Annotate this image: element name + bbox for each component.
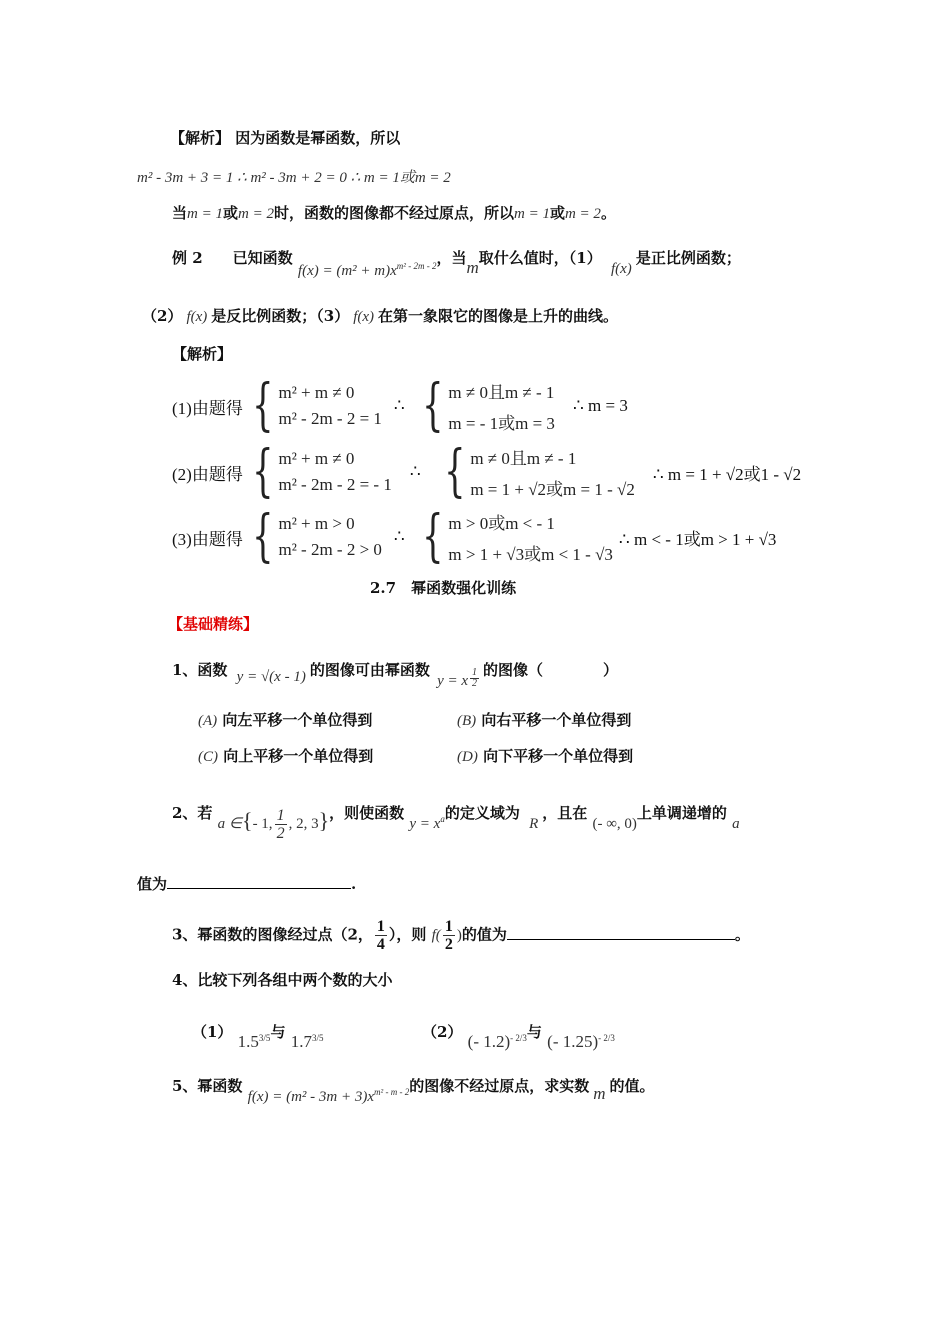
analysis1-conclusion xyxy=(172,203,616,224)
numerator: 1 xyxy=(376,918,385,935)
text: 与 xyxy=(270,1023,286,1041)
option-text: 向下平移一个单位得到 xyxy=(483,747,634,765)
conditions xyxy=(278,449,391,495)
text: 的图像不经过原点，求实数 xyxy=(409,1077,590,1095)
func: y = x xyxy=(409,815,441,832)
numerator: 1 xyxy=(444,918,453,935)
denominator: 2 xyxy=(472,678,478,689)
case-result: ∴ m < - 1或m > 1 + √3 xyxy=(618,529,777,549)
text: 或 xyxy=(549,204,565,222)
math: m = 1 xyxy=(513,206,550,222)
text: 。 xyxy=(600,204,616,222)
text: 与 xyxy=(526,1023,542,1041)
conditions xyxy=(278,383,381,429)
case-result: ∴ m = 3 xyxy=(572,396,628,415)
question-4-part2 xyxy=(422,1018,615,1051)
func: f(x) = (m² + m)x xyxy=(297,263,397,279)
arg-fraction xyxy=(443,918,455,953)
part-label: （1） xyxy=(192,1023,233,1041)
question-3 xyxy=(172,918,750,953)
func: y = x xyxy=(437,673,469,689)
fx: f(x) xyxy=(353,309,375,325)
option-d[interactable] xyxy=(457,746,633,767)
func-sqrt: y = √(x - 1) xyxy=(236,669,306,685)
text: 已知函数 xyxy=(232,249,293,267)
question-4: 4、比较下列各组中两个数的大小 xyxy=(172,971,393,989)
case-result: ∴ m = 1 + √2或1 - √2 xyxy=(652,464,802,484)
value-a xyxy=(468,1032,527,1051)
set-a: - 1, xyxy=(252,815,273,832)
text: 2、若 xyxy=(172,803,213,822)
row: m² + m ≠ 0 xyxy=(278,383,355,402)
fx: f(x) xyxy=(186,309,208,325)
analysis1-heading: 【解析】 因为函数是幂函数，所以 xyxy=(170,129,401,147)
text: 是反比例函数；（3） xyxy=(211,307,350,325)
option-text: 向左平移一个单位得到 xyxy=(222,711,373,729)
row: m² - 2m - 2 = 1 xyxy=(278,409,382,428)
value-b xyxy=(547,1032,615,1051)
exponent: a xyxy=(440,813,445,824)
set-expr: a ∈{- 1, $\frac{1}{2}$ , 2, 3} xyxy=(217,807,330,842)
case2-system xyxy=(172,439,802,504)
text: 5、幂函数 xyxy=(172,1077,243,1095)
text: 3、幂函数的图像经过点（2， xyxy=(172,925,373,944)
part-label: （2） xyxy=(422,1023,463,1041)
exponent: 3/5 xyxy=(258,1033,271,1043)
base: (- 1.2) xyxy=(467,1032,511,1051)
left-brace: { xyxy=(251,373,274,438)
text: 的值为 xyxy=(461,925,507,944)
question-1 xyxy=(172,658,619,689)
option-c[interactable] xyxy=(198,746,373,767)
exponent: - 2/3 xyxy=(510,1033,527,1043)
solutions xyxy=(470,444,635,500)
value-b xyxy=(291,1032,324,1051)
text: 时，函数的图像都不经过原点，所以 xyxy=(273,204,514,222)
row: m ≠ 0且m ≠ - 1 xyxy=(448,383,555,402)
math: m = 2 xyxy=(564,206,601,222)
option-label: (D) xyxy=(457,749,478,765)
function-expr xyxy=(298,263,437,279)
var-a: a xyxy=(732,815,740,832)
example2-line2 xyxy=(142,306,618,327)
left-brace: { xyxy=(251,504,274,569)
example-label: 例 2 xyxy=(172,249,203,267)
text: . xyxy=(351,875,357,893)
point-fraction xyxy=(375,918,387,953)
text: 的值。 xyxy=(609,1077,655,1095)
domain-R: R xyxy=(529,815,539,832)
row: m ≠ 0且m ≠ - 1 xyxy=(470,449,577,468)
left-brace: { xyxy=(421,373,444,438)
text: ，且在 xyxy=(542,803,588,822)
left-brace: { xyxy=(251,439,274,504)
exponent: m² - m - 2 xyxy=(374,1087,410,1097)
exponent: m² - 2m - 2 xyxy=(396,261,437,271)
left-brace: { xyxy=(443,439,466,504)
question-2-answer xyxy=(137,874,356,894)
therefore-symbol: ∴ xyxy=(393,527,405,547)
denominator: 2 xyxy=(276,825,285,842)
set-b: , 2, 3 xyxy=(288,815,319,832)
answer-blank[interactable] xyxy=(167,874,351,889)
option-b[interactable] xyxy=(457,710,631,731)
case1-system xyxy=(172,373,628,438)
option-text: 向右平移一个单位得到 xyxy=(481,711,632,729)
text: 1、函数 xyxy=(172,661,228,679)
basics-heading: 【基础精练】 xyxy=(168,615,259,633)
text: 或 xyxy=(222,204,238,222)
analysis1-equation: m² - 3m + 3 = 1 ∴ m² - 3m + 2 = 0 ∴ m = 1或m = 2 xyxy=(137,170,451,186)
math: m = 1 xyxy=(187,206,223,222)
exponent-fraction xyxy=(470,668,479,689)
set-fraction xyxy=(275,807,287,842)
f-close: ) xyxy=(456,927,462,944)
text: 当 xyxy=(172,204,188,222)
var-m: m xyxy=(593,1084,606,1103)
text: 的图像可由幂函数 xyxy=(309,661,430,679)
row: m² + m ≠ 0 xyxy=(278,449,355,468)
math: m = 2 xyxy=(238,206,274,222)
base: 1.5 xyxy=(237,1032,259,1051)
power-func xyxy=(437,667,481,689)
power-func xyxy=(248,1089,410,1105)
f-open: f( xyxy=(431,927,441,944)
fx: f(x) xyxy=(610,261,632,277)
therefore-symbol: ∴ xyxy=(409,462,421,482)
text: ，当 xyxy=(436,249,467,267)
row: m = - 1或m = 3 xyxy=(448,414,555,433)
text: 在第一象限它的图像是上升的曲线。 xyxy=(378,307,619,325)
denominator: 2 xyxy=(444,936,453,953)
row: m > 1 + √3或m < 1 - √3 xyxy=(448,545,613,564)
answer-blank[interactable] xyxy=(507,925,735,940)
base: (- 1.25) xyxy=(547,1032,599,1051)
text: （2） xyxy=(142,307,183,325)
case3-system xyxy=(172,504,777,569)
example2-line1 xyxy=(172,244,741,279)
question-5 xyxy=(172,1072,655,1105)
text: 上单调递增的 xyxy=(636,803,727,822)
section-title: 2.7 幂函数强化训练 xyxy=(370,579,517,597)
exponent: - 2/3 xyxy=(598,1033,615,1043)
row: m² - 2m - 2 = - 1 xyxy=(278,475,392,494)
row: m² + m > 0 xyxy=(278,514,355,533)
solutions xyxy=(448,378,555,434)
option-label: (A) xyxy=(198,713,218,729)
left-brace: { xyxy=(421,504,444,569)
text: 取什么值时，（1） xyxy=(478,249,602,267)
func: f(x) = (m² - 3m + 3)x xyxy=(247,1089,375,1105)
numerator: 1 xyxy=(276,807,285,824)
var-m: m xyxy=(466,258,479,277)
conditions xyxy=(278,514,381,560)
numerator: 1 xyxy=(472,667,478,678)
text: 的定义域为 xyxy=(444,803,520,822)
text: 。 xyxy=(734,925,750,944)
option-a[interactable] xyxy=(198,710,372,731)
text: ，则使函数 xyxy=(329,803,405,822)
base: 1.7 xyxy=(290,1032,312,1051)
interval: (- ∞, 0) xyxy=(592,815,637,832)
case-label: (2)由题得 xyxy=(172,464,243,484)
therefore-symbol: ∴ xyxy=(393,396,405,416)
set-pre: a ∈ xyxy=(217,815,242,832)
denominator: 4 xyxy=(376,936,385,953)
analysis2-heading: 【解析】 xyxy=(172,345,233,363)
row: m² - 2m - 2 > 0 xyxy=(278,540,382,559)
case-label: (1)由题得 xyxy=(172,398,243,418)
value-a xyxy=(238,1032,271,1051)
text: 是正比例函数； xyxy=(635,249,741,267)
row: m = 1 + √2或m = 1 - √2 xyxy=(470,480,635,499)
case-label: (3)由题得 xyxy=(172,529,243,549)
exponent: 3/5 xyxy=(311,1033,324,1043)
text: 值为 xyxy=(137,875,168,893)
text: 的图像（ ） xyxy=(483,661,619,679)
question-2 xyxy=(172,797,740,842)
question-4-part1 xyxy=(192,1018,324,1051)
option-label: (B) xyxy=(457,713,477,729)
row: m > 0或m < - 1 xyxy=(448,514,555,533)
text: ），则 xyxy=(388,925,427,944)
option-text: 向上平移一个单位得到 xyxy=(223,747,374,765)
option-label: (C) xyxy=(198,749,218,765)
solutions xyxy=(448,509,613,565)
power-func xyxy=(409,813,445,832)
